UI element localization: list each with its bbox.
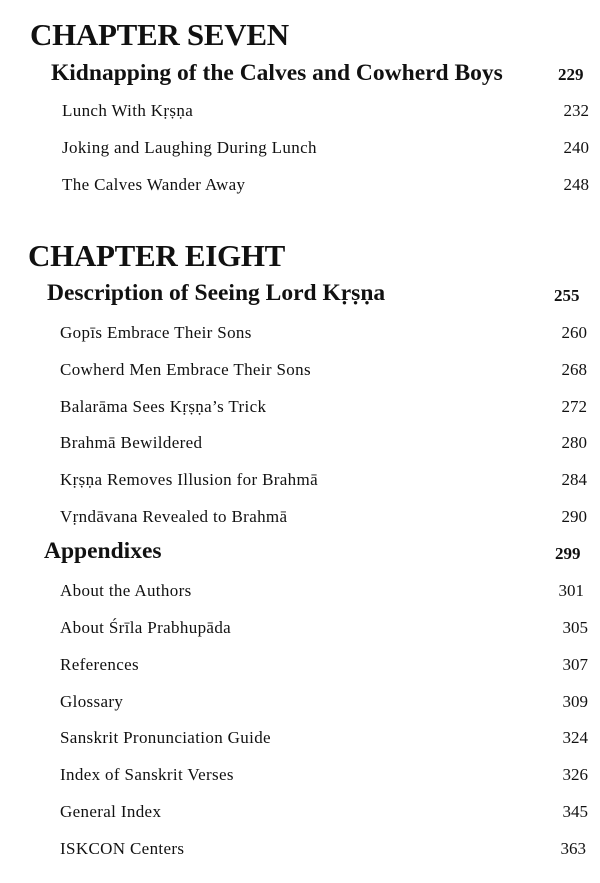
- toc-entry-page: 326: [562, 765, 588, 784]
- toc-entry-title: General Index: [60, 802, 162, 821]
- toc-entry-title: Lunch With Kṛṣṇa: [62, 101, 194, 120]
- toc-entry-page: 305: [562, 618, 588, 637]
- appendixes-title: Appendixes: [44, 538, 162, 564]
- toc-entry-page: 268: [561, 360, 587, 379]
- toc-entry-title: References: [60, 655, 140, 674]
- toc-entry-page: 324: [562, 728, 588, 747]
- toc-entry-title: The Calves Wander Away: [62, 175, 246, 194]
- toc-entry-page: 345: [562, 802, 588, 821]
- toc-entry-page: 301: [558, 581, 584, 600]
- toc-entry-page: 309: [562, 692, 588, 711]
- toc-entry-title: Kṛṣṇa Removes Illusion for Brahmā: [60, 470, 318, 489]
- toc-entry-title: ISKCON Centers: [60, 839, 185, 858]
- section-title: Kidnapping of the Calves and Cowherd Boys: [51, 60, 503, 86]
- toc-entry-page: 232: [563, 101, 589, 120]
- chapter-heading: CHAPTER EIGHT: [28, 238, 286, 273]
- toc-entry-page: 260: [561, 323, 587, 342]
- toc-entry-title: Vṛndāvana Revealed to Brahmā: [60, 507, 288, 526]
- toc-entry-page: 363: [560, 839, 586, 858]
- toc-entry-page: 284: [561, 470, 587, 489]
- toc-entry-page: 248: [563, 175, 589, 194]
- section-page-number: 229: [558, 65, 584, 84]
- chapter-heading: CHAPTER SEVEN: [30, 17, 289, 52]
- toc-entry-title: About Śrīla Prabhupāda: [60, 618, 232, 637]
- toc-entry-page: 272: [561, 397, 587, 416]
- toc-entry-title: About the Authors: [60, 581, 192, 600]
- toc-entry-title: Joking and Laughing During Lunch: [62, 138, 317, 157]
- toc-entry-title: Balarāma Sees Kṛṣṇa’s Trick: [60, 397, 267, 416]
- toc-entry-title: Brahmā Bewildered: [60, 433, 203, 452]
- toc-entry-title: Glossary: [60, 692, 124, 711]
- section-title: Description of Seeing Lord Kṛṣṇa: [47, 280, 386, 306]
- toc-entry-title: Sanskrit Pronunciation Guide: [60, 728, 271, 747]
- toc-entry-page: 290: [561, 507, 587, 526]
- toc-entry-title: Index of Sanskrit Verses: [60, 765, 234, 784]
- toc-entry-title: Cowherd Men Embrace Their Sons: [60, 360, 311, 379]
- section-page-number: 255: [554, 286, 580, 305]
- toc-entry-title: Gopīs Embrace Their Sons: [60, 323, 252, 342]
- toc-entry-page: 240: [563, 138, 589, 157]
- appendixes-page-number: 299: [555, 544, 581, 563]
- toc-entry-page: 307: [562, 655, 588, 674]
- toc-entry-page: 280: [561, 433, 587, 452]
